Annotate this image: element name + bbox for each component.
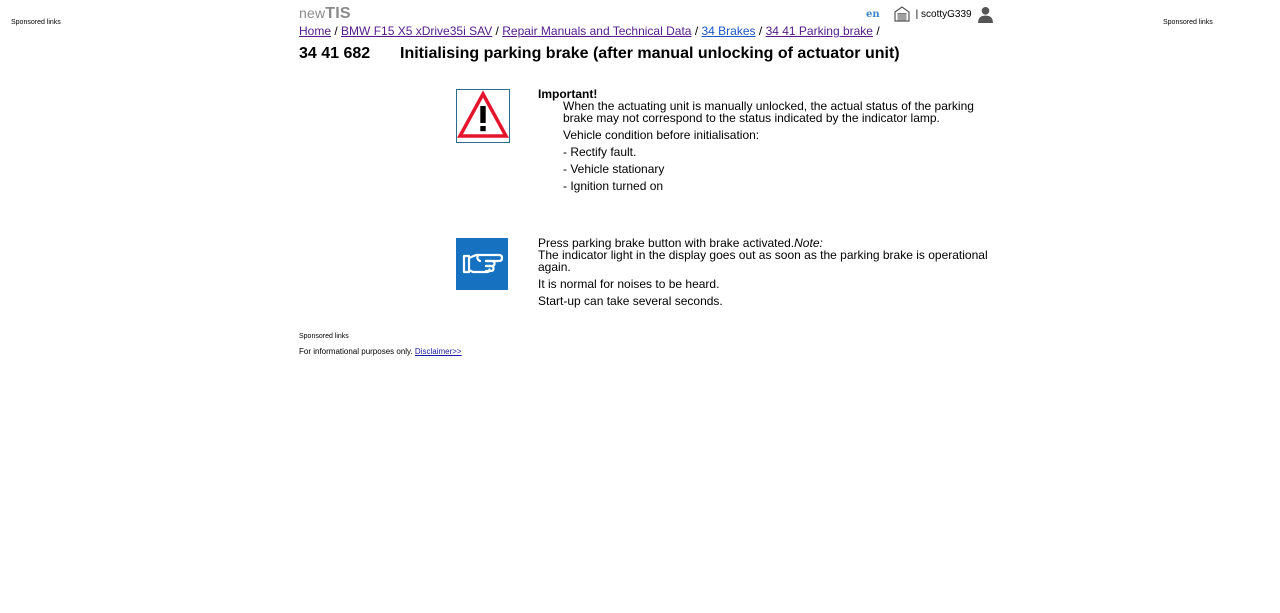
- note-line: The indicator light in the display goes out as soon as the parking brake is operational again.: [538, 248, 988, 274]
- breadcrumb-vehicle[interactable]: BMW F15 X5 xDrive35i SAV: [341, 24, 493, 38]
- newtis-logo[interactable]: [299, 5, 351, 23]
- language-selector[interactable]: en: [866, 8, 880, 20]
- breadcrumb-parking-brake[interactable]: 34 41 Parking brake: [765, 24, 873, 38]
- document-number: 34 41 682: [299, 45, 371, 62]
- note-line: It is normal for noises to be heard.: [538, 277, 720, 291]
- user-icon[interactable]: [977, 6, 994, 23]
- logo-text-bold: TIS: [325, 5, 351, 22]
- note-label: Note:: [794, 236, 823, 250]
- sponsored-links-bottom: Sponsored links: [299, 333, 349, 340]
- important-text: When the actuating unit is manually unlocked, the actual status of the parking brake may not correspond to the status indicated by the indicator lamp.: [563, 99, 974, 125]
- condition-item: - Ignition turned on: [563, 179, 664, 193]
- footer-text: For informational purposes only.: [299, 347, 413, 356]
- footer: [299, 347, 462, 356]
- breadcrumb-separator: /: [694, 24, 699, 38]
- vehicle-condition-label: Vehicle condition before initialisation:: [563, 128, 760, 142]
- important-note: [538, 88, 988, 192]
- breadcrumb-repair-manuals[interactable]: Repair Manuals and Technical Data: [502, 24, 692, 38]
- pointing-hand-icon: [456, 238, 508, 290]
- sponsored-links-right: Sponsored links: [1163, 19, 1213, 26]
- breadcrumb-home[interactable]: Home: [299, 24, 332, 38]
- sponsored-links-left: Sponsored links: [11, 19, 61, 26]
- condition-item: - Rectify fault.: [563, 145, 637, 159]
- logo-text-light: new: [299, 5, 326, 21]
- document-title: Initialising parking brake (after manual unlocking of actuator unit): [400, 45, 900, 62]
- username[interactable]: | scottyG339: [915, 8, 972, 20]
- important-heading: Important!: [538, 87, 598, 101]
- breadcrumb-separator: /: [334, 24, 338, 38]
- breadcrumb-separator: /: [876, 24, 880, 38]
- disclaimer-link[interactable]: Disclaimer>>: [414, 347, 462, 356]
- condition-item: - Vehicle stationary: [563, 162, 665, 176]
- breadcrumb: [299, 24, 880, 38]
- instruction-text: Press parking brake button with brake activated.: [538, 236, 795, 250]
- garage-icon[interactable]: [894, 6, 910, 22]
- user-area: [866, 5, 994, 23]
- breadcrumb-separator: /: [758, 24, 763, 38]
- breadcrumb-separator: /: [495, 24, 499, 38]
- instruction-step: [538, 237, 998, 307]
- page-title: [299, 45, 900, 63]
- warning-icon: [456, 89, 510, 143]
- breadcrumb-brakes[interactable]: 34 Brakes: [701, 24, 756, 38]
- note-line: Start-up can take several seconds.: [538, 294, 723, 308]
